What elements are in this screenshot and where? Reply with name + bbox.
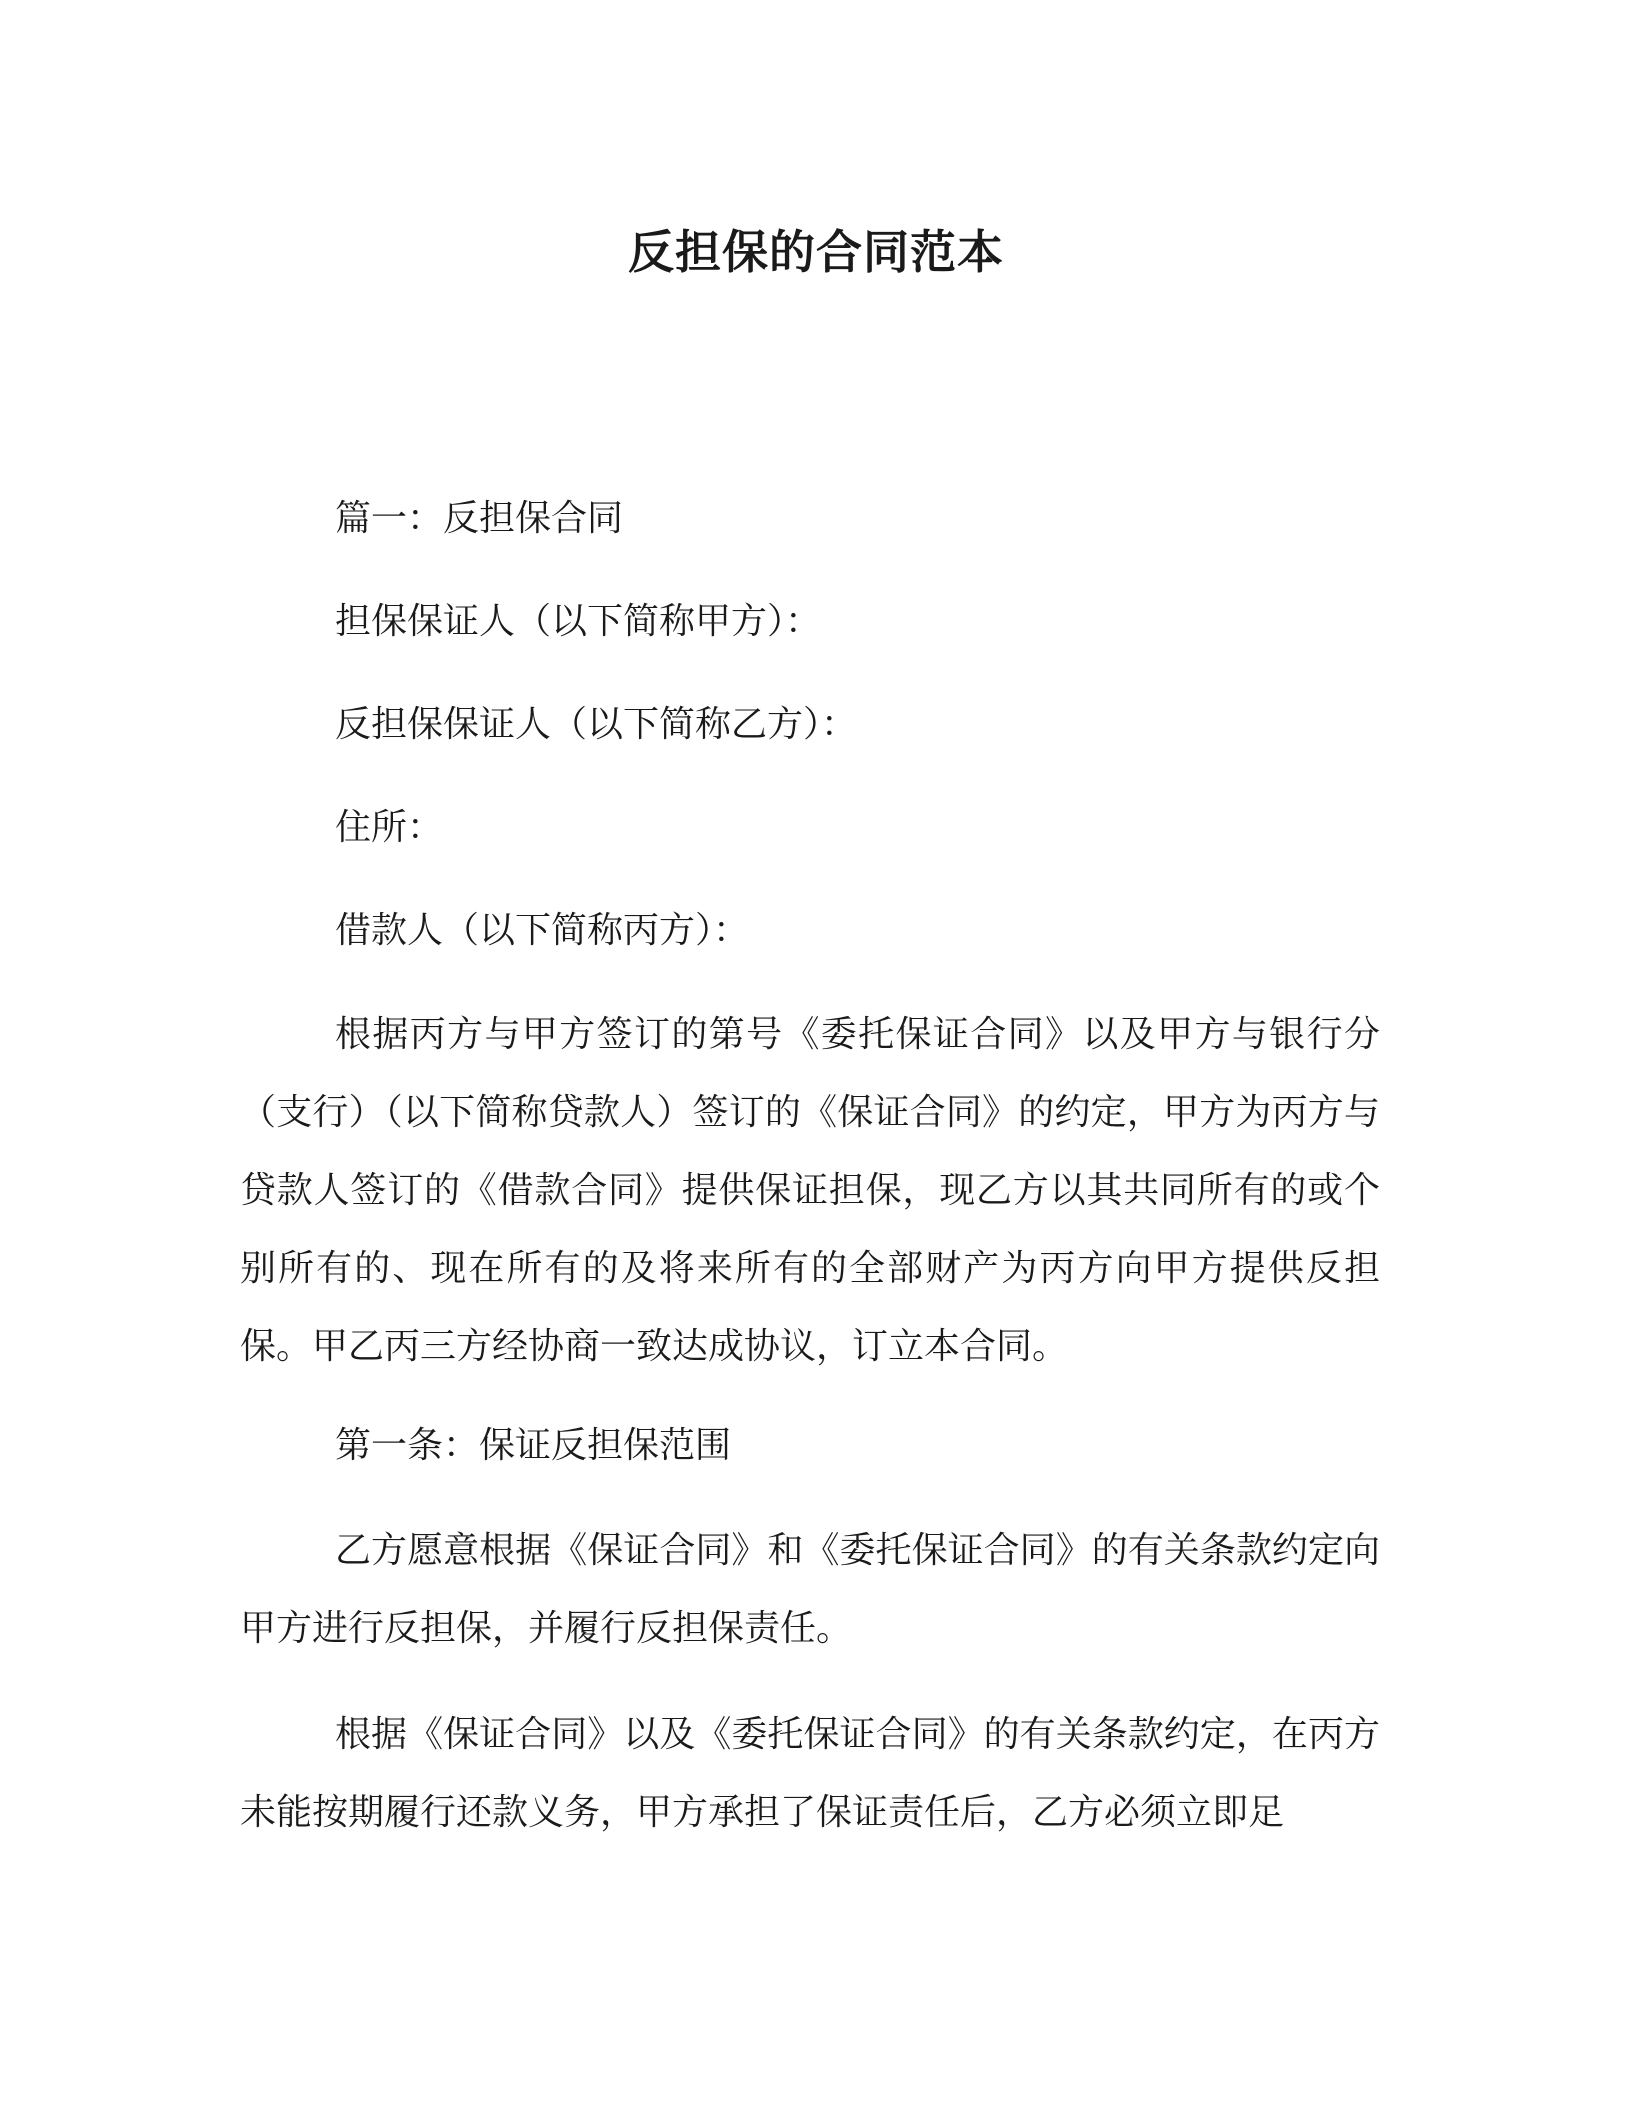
- article-1-paragraph-1: 乙方愿意根据《保证合同》和《委托保证合同》的有关条款约定向甲方进行反担保，并履行反担保责任。: [240, 1530, 1380, 1649]
- document-title: 反担保的合同范本: [628, 225, 1004, 279]
- counter-guarantor-line: 反担保保证人（以下简称乙方）：: [335, 704, 858, 745]
- borrower-line: 借款人（以下简称丙方）：: [335, 910, 750, 951]
- article-1-paragraph-2: 根据《保证合同》以及《委托保证合同》的有关条款约定，在丙方未能按期履行还款义务，甲方承担了保证责任后，乙方必须立即足: [240, 1714, 1380, 1833]
- section-heading: 篇一：反担保合同: [335, 498, 624, 539]
- preamble-paragraph: 根据丙方与甲方签订的第号《委托保证合同》以及甲方与银行分（支行）（以下简称贷款人）签订的《保证合同》的约定，甲方为丙方与贷款人签订的《借款合同》提供保证担保，现乙方以其共同所有的或个别所有的、现在所有的及将来所有的全部财产为丙方向甲方提供反担保。甲乙丙三方经协商一致达成协议，订立本合同。: [240, 1014, 1380, 1367]
- article-1-heading: 第一条：保证反担保范围: [335, 1425, 732, 1466]
- guarantor-line: 担保保证人（以下简称甲方）：: [335, 601, 822, 642]
- address-line: 住所：: [335, 807, 444, 848]
